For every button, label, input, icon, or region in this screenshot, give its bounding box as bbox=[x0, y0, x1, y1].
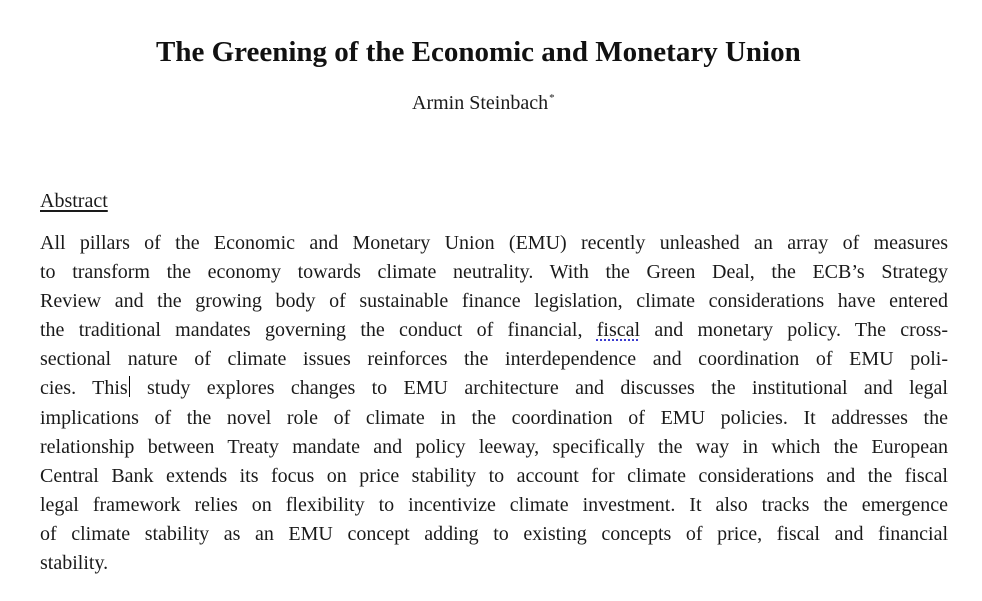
text-cursor bbox=[129, 376, 130, 397]
abstract-line: All pillars of the Economic and Monetary Union (EMU) recently unleashed an array of measures bbox=[40, 232, 948, 254]
abstract-line: stability. bbox=[40, 552, 109, 575]
abstract-line bbox=[40, 316, 948, 345]
abstract-text-segment: cies. This bbox=[40, 377, 128, 400]
author-footnote-mark[interactable]: * bbox=[549, 92, 555, 104]
abstract-line: legal framework relies on flexibility to incentivize climate investment. It also tracks the emergence bbox=[40, 493, 948, 516]
abstract-line: to transform the economy towards climate neutrality. With the Green Deal, the ECB’s Strategy bbox=[40, 261, 948, 284]
abstract-line: Review and the growing body of sustainable finance legislation, climate considerations have entered bbox=[40, 290, 948, 313]
abstract-line: of climate stability as an EMU concept adding to existing concepts of price, fiscal and financial bbox=[40, 522, 948, 545]
author-name: Armin Steinbach bbox=[412, 92, 549, 114]
abstract-text-segment: study explores changes to EMU architecture and discusses the institutional and legal bbox=[130, 377, 948, 400]
author-line bbox=[412, 92, 555, 115]
spellcheck-flagged-word[interactable]: fiscal bbox=[596, 319, 641, 342]
document-title: The Greening of the Economic and Monetary Union bbox=[156, 36, 801, 68]
abstract-heading: Abstract bbox=[40, 190, 108, 212]
abstract-line: Central Bank extends its focus on price stability to account for climate considerations and the fiscal bbox=[40, 464, 948, 487]
abstract-text-segment: the traditional mandates governing the conduct of financial, bbox=[40, 319, 597, 342]
abstract-line bbox=[40, 374, 948, 403]
abstract-line: relationship between Treaty mandate and policy leeway, specifically the way in which the European bbox=[40, 435, 948, 458]
abstract-body[interactable] bbox=[40, 229, 948, 578]
abstract-line: implications of the novel role of climate in the coordination of EMU policies. It addresses the bbox=[40, 406, 948, 429]
abstract-text-segment: and monetary policy. The cross- bbox=[640, 319, 949, 342]
abstract-line: sectional nature of climate issues reinforces the interdependence and coordination of EMU poli- bbox=[40, 348, 948, 371]
